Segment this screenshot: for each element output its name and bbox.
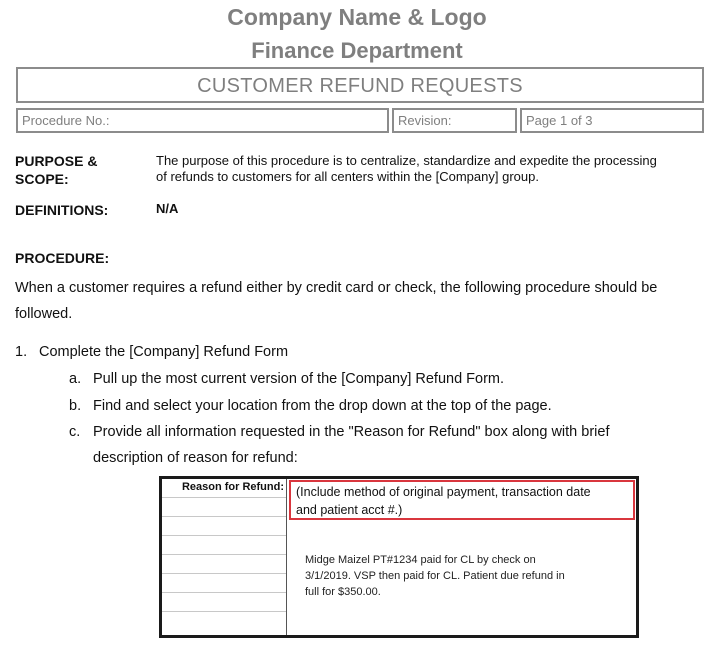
definitions-text: N/A: [156, 201, 179, 216]
step-1-number: 1.: [15, 344, 28, 360]
purpose-label-line1: PURPOSE &: [15, 153, 98, 169]
form-row-divider: [162, 497, 286, 516]
form-instruction-line2: and patient acct #.): [296, 503, 403, 517]
form-row-divider: [162, 573, 286, 592]
document-title: CUSTOMER REFUND REQUESTS: [197, 75, 523, 97]
page-number-field: Page 1 of 3: [520, 108, 704, 133]
department-name: Finance Department: [251, 38, 463, 63]
refund-form-panel: [162, 479, 636, 635]
form-instruction-line1: (Include method of original payment, transaction date: [296, 485, 591, 499]
form-entry-line3: full for $350.00.: [305, 586, 381, 598]
form-row-divider: [162, 592, 286, 611]
procedure-label: PROCEDURE:: [15, 250, 110, 266]
form-row-divider: [162, 535, 286, 554]
step-b-letter: b.: [69, 398, 82, 414]
step-b-text: Find and select your location from the drop down at the top of the page.: [93, 398, 552, 414]
definitions-label: DEFINITIONS:: [15, 202, 109, 218]
form-row-divider: [162, 516, 286, 535]
purpose-text-line1: The purpose of this procedure is to centralize, standardize and expedite the processing: [156, 153, 657, 168]
form-row-divider: [162, 554, 286, 573]
step-a-text: Pull up the most current version of the [Company] Refund Form.: [93, 371, 505, 387]
step-a-letter: a.: [69, 371, 82, 387]
form-entry-text: [305, 552, 625, 600]
purpose-label-line2: SCOPE:: [15, 171, 69, 187]
procedure-no-field: Procedure No.:: [16, 108, 389, 133]
form-entry-line1: Midge Maizel PT#1234 paid for CL by check on: [305, 554, 536, 566]
form-row-divider: [162, 611, 286, 630]
purpose-text-line2: of refunds to customers for all centers within the [Company] group.: [156, 169, 539, 184]
revision-field: Revision:: [392, 108, 517, 133]
procedure-intro-line1: When a customer requires a refund either by credit card or check, the following procedure should be: [15, 280, 658, 296]
company-name: Company Name & Logo: [227, 4, 487, 30]
step-c-letter: c.: [69, 424, 81, 440]
step-1-text: Complete the [Company] Refund Form: [39, 344, 289, 360]
form-entry-line2: 3/1/2019. VSP then paid for CL. Patient due refund in: [305, 570, 565, 582]
document-title-box: [16, 67, 704, 103]
step-c-text-line2: description of reason for refund:: [93, 450, 298, 466]
form-instruction-text: [296, 483, 636, 519]
reason-for-refund-label: Reason for Refund:: [181, 481, 284, 493]
procedure-intro-line2: followed.: [15, 306, 73, 322]
refund-form-label-column: [162, 479, 287, 635]
refund-form-screenshot: [159, 476, 639, 638]
step-c-text-line1: Provide all information requested in the "Reason for Refund" box along with brief: [93, 424, 610, 440]
